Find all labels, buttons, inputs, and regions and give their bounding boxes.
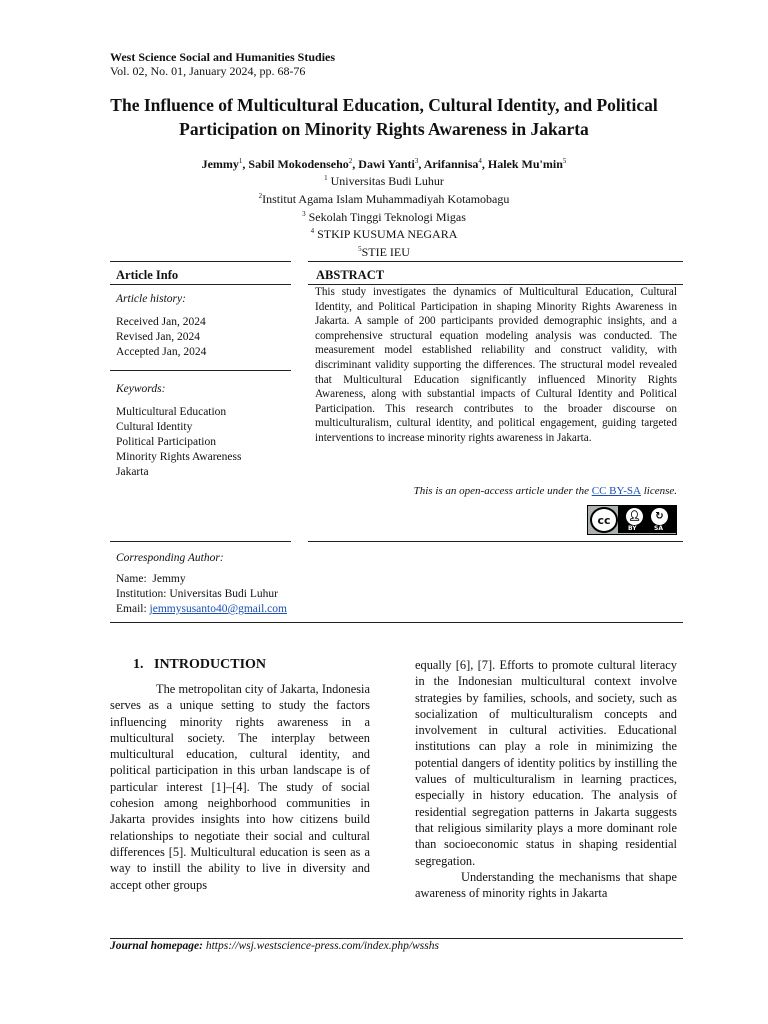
corresponding-heading: Corresponding Author: <box>116 552 224 564</box>
affiliation <box>100 189 668 207</box>
author-sup: 3 <box>414 157 419 165</box>
received-date: Received Jan, 2024 <box>116 316 206 328</box>
share-alike-icon: ↻ <box>651 508 668 525</box>
divider <box>308 261 683 262</box>
affiliation <box>100 171 668 189</box>
keyword: Jakarta <box>116 466 149 478</box>
journal-header <box>110 50 335 78</box>
intro-paragraph: equally [6], [7]. Efforts to promote cultural literacy in the Indonesian multicultural context involve strategies by families, schools, and society, such as socialization of multiculturalism concepts and involvement in cultural activities. Educational institutions can play a role in minimizing the potential dangers of identity politics by instilling the values of multiculturalism in learning practices, especially in history education. The analysis of residential segregation patterns in Jakarta suggests that religious similarity plays a more dominant role than socioeconomic status in shaping residential segregation. <box>415 658 677 868</box>
divider <box>110 541 291 542</box>
author: Sabil Mokodenseho <box>248 157 349 171</box>
license-suffix: license. <box>643 485 677 497</box>
cc-logo-icon: cc <box>590 507 618 533</box>
license-link[interactable]: CC BY-SA <box>591 485 641 497</box>
corresponding-name: Jemmy <box>152 573 186 585</box>
corresponding-institution-row <box>116 587 287 602</box>
article-history <box>116 292 206 360</box>
author-sup: 1 <box>238 157 243 165</box>
abstract-heading: ABSTRACT <box>316 268 385 282</box>
affiliation <box>100 224 668 242</box>
affiliation-sup: 4 <box>310 227 315 236</box>
abstract-text: This study investigates the dynamics of Multicultural Education, Cultural Identity, and Political Participation in shaping Minority Rights Awareness in Jakarta. A sample of 200 participants provided demographic insights, and a comprehensive structural equation modeling analysis was conducted. The measurement model established reliability and construct validity, with discriminant validity supporting the differences. The structural model revealed that Multicultural Education significantly influenced Minority Rights Awareness, along with substantial impacts of Cultural Identity and Political Participation. This research contributes to the broader discourse on multiculturalism, cultural identity, and political engagement, guiding targeted interventions to increase minority rights awareness in Jakarta. <box>315 286 677 444</box>
badge-by-label: BY <box>628 525 637 532</box>
keyword: Multicultural Education <box>116 406 227 418</box>
keyword: Minority Rights Awareness <box>116 451 242 463</box>
divider <box>110 938 683 939</box>
author-sup: 4 <box>478 157 482 165</box>
intro-paragraph: Understanding the mechanisms that shape awareness of minority rights in Jakarta <box>415 869 677 901</box>
license-prefix: This is an open-access article under the <box>413 485 589 497</box>
keyword: Political Participation <box>116 436 216 448</box>
affiliation-sup: 5 <box>358 245 362 254</box>
cc-by-sa-badge-icon[interactable] <box>587 505 677 535</box>
email-link[interactable]: jemmysusanto40@gmail.com <box>149 603 287 615</box>
author-sup: 5 <box>562 157 567 165</box>
divider <box>110 261 291 262</box>
attribution-icon: 👤︎ <box>626 508 643 525</box>
intro-right-column <box>415 657 677 901</box>
corresponding-name-row <box>116 572 287 587</box>
author-sup: 2 <box>348 157 353 165</box>
keywords-block <box>116 382 241 480</box>
paper-title: The Influence of Multicultural Education, Cultural Identity, and Political Participation on Minority Rights Awareness in Jakarta <box>110 95 658 139</box>
affiliation-list <box>100 171 668 260</box>
corresponding-institution: Universitas Budi Luhur <box>169 588 278 600</box>
affiliation-name: Universitas Budi Luhur <box>330 174 444 188</box>
section-heading: 1. INTRODUCTION <box>133 657 267 672</box>
divider <box>308 541 683 542</box>
divider <box>110 622 683 623</box>
divider <box>110 370 291 371</box>
badge-sa-label: SA <box>654 525 663 532</box>
journal-issue: Vol. 02, No. 01, January 2024, pp. 68-76 <box>110 64 306 78</box>
journal-name: West Science Social and Humanities Studies <box>110 50 336 64</box>
affiliation-name: STIE IEU <box>361 245 410 260</box>
corresponding-email-row <box>116 602 287 617</box>
affiliation-sup: 2 <box>258 191 263 200</box>
author-list: Jemmy$^1$, Sabil Mokodenseho$^2$, Dawi Yanti$^3$, Arifannisa$^4$, Halek $Mu'\min^5$ <box>201 157 567 171</box>
affiliation-sup: 1 <box>324 174 328 182</box>
author: Dawi Yanti <box>358 157 415 171</box>
homepage-url[interactable]: https://wsj.westscience-press.com/index.php/wsshs <box>205 940 439 952</box>
affiliation <box>100 207 668 225</box>
affiliation-name: STKIP KUSUMA NEGARA <box>317 227 458 242</box>
author: Halek Mu'min <box>487 157 563 171</box>
article-info-title: Article Info <box>116 268 179 282</box>
article-info-heading <box>116 268 178 284</box>
keywords-label: Keywords: <box>116 383 166 395</box>
corresponding-author <box>116 551 287 617</box>
keyword: Cultural Identity <box>116 421 193 433</box>
revised-date: Revised Jan, 2024 <box>116 331 201 343</box>
author: Jemmy <box>201 157 239 171</box>
license-note <box>315 485 677 497</box>
badge-black-panel <box>618 506 676 533</box>
affiliation-name: Sekolah Tinggi Teknologi Migas <box>308 209 466 224</box>
intro-left-column: The metropolitan city of Jakarta, Indonesia serves as a unique setting to study the factors influencing minority rights awareness in a multicultural society. The interplay between multicultural education, cultural identity, and political participation in this urban landscape is of particular interest [1]–[4]. The study of social cohesion among neighborhood communities in Jakarta provides insights into how citizens build relationships to negotiate their social and cultural differences [5]. Multicultural education is seen as a way to instill the ability to live in diversity and accept other groups <box>110 682 370 892</box>
homepage-label: Journal homepage <box>110 940 200 952</box>
accepted-date: Accepted Jan, 2024 <box>116 346 207 358</box>
affiliation-name: Institut Agama Islam Muhammadiyah Kotamobagu <box>262 191 510 206</box>
email-label: Email: <box>116 603 147 615</box>
author: Arifannisa <box>423 157 479 171</box>
journal-homepage: Journal homepage: https://wsj.westscience-press.com/index.php/wsshs <box>110 940 439 952</box>
institution-label: Institution: <box>116 588 167 600</box>
affiliation-sup: 3 <box>302 209 306 218</box>
divider <box>110 284 291 285</box>
affiliation <box>100 242 668 260</box>
history-label: Article history: <box>116 293 186 305</box>
name-label: Name: <box>116 573 147 585</box>
